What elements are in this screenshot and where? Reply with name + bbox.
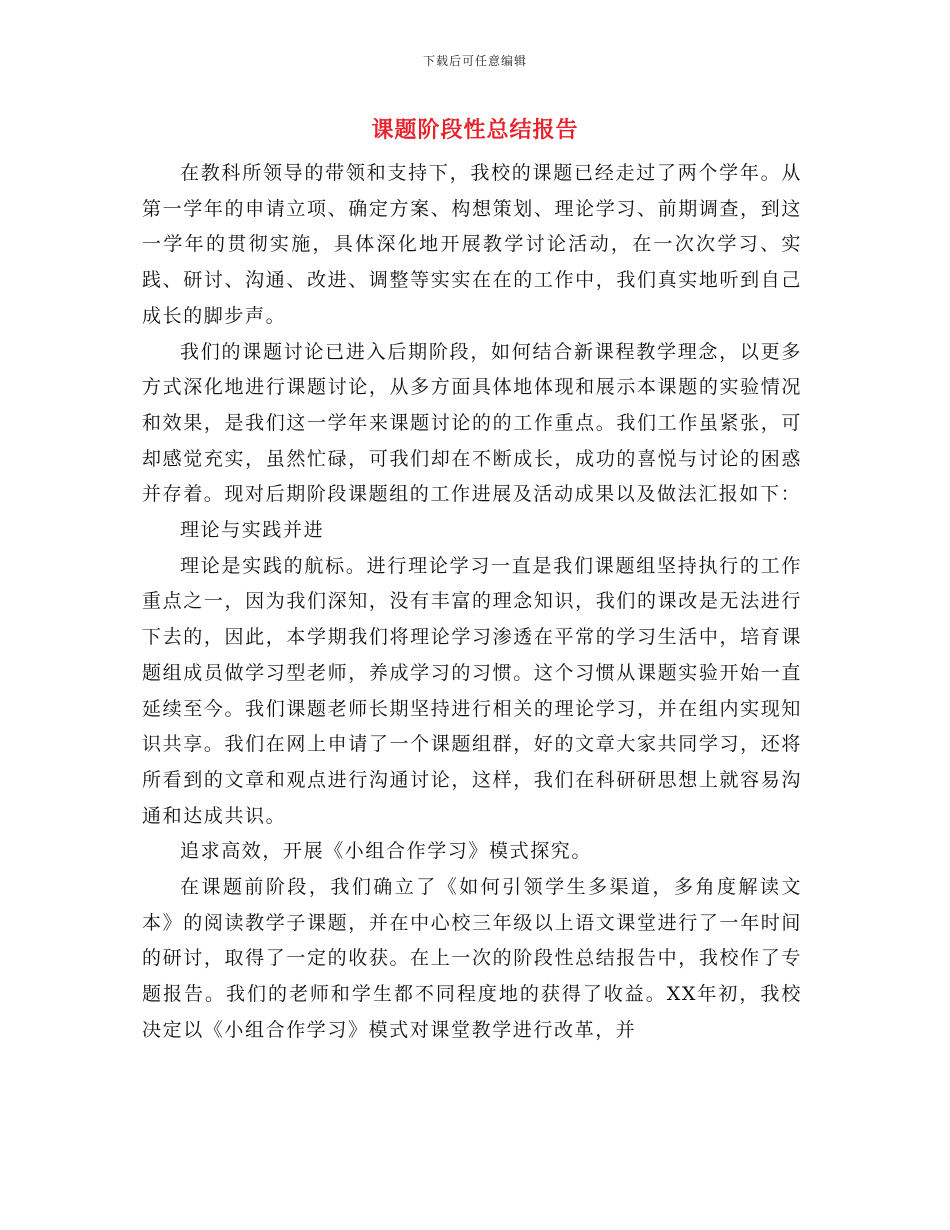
- document-title: 课题阶段性总结报告: [371, 117, 579, 143]
- paragraph-current-stage: 我们的课题讨论已进入后期阶段，如何结合新课程教学理念，以更多方式深化地进行课题讨论，从多方面具体地体现和展示本课题的实验情况和效果，是我们这一学年来课题讨论的的工作重点。我们工作虽紧张，可却感觉充实，虽然忙碌，可我们却在不断成长，成功的喜悦与讨论的困惑并存着。现对后期阶段课题组的工作进展及活动成果以及做法汇报如下：: [142, 340, 802, 506]
- paragraph-intro: 在教科所领导的带领和支持下，我校的课题已经走过了两个学年。从第一学年的申请立项、确定方案、构想策划、理论学习、前期调查，到这一学年的贯彻实施，具体深化地开展教学讨论活动，在一次次学习、实践、研讨、沟通、改进、调整等实实在在的工作中，我们真实地听到自己成长的脚步声。: [142, 162, 802, 327]
- document-body: [142, 156, 802, 1049]
- paragraph-earlier-stage: 在课题前阶段，我们确立了《如何引领学生多渠道，多角度解读文本》的阅读教学子课题，并在中心校三年级以上语文课堂进行了一年时间的研讨，取得了一定的收获。在上一次的阶段性总结报告中，我校作了专题报告。我们的老师和学生都不同程度地的获得了收益。XX年初，我校决定以《小组合作学习》模式对课堂教学进行改革，并: [142, 876, 802, 1041]
- page-header: 下载后可任意编辑: [422, 54, 527, 68]
- paragraph-theory-study: 理论是实践的航标。进行理论学习一直是我们课题组坚持执行的工作重点之一，因为我们深知，没有丰富的理念知识，我们的课改是无法进行下去的，因此，本学期我们将理论学习渗透在平常的学习生活中，培育课题组成员做学习型老师，养成学习的习惯。这个习惯从课题实验开始一直延续至今。我们课题老师长期坚持进行相关的理论学习，并在组内实现知识共享。我们在网上申请了一个课题组群，好的文章大家共同学习，还将所看到的文章和观点进行沟通讨论，这样，我们在科研研思想上就容易沟通和达成共识。: [142, 554, 802, 827]
- section-heading-theory-practice: 理论与实践并进: [180, 519, 325, 542]
- section-heading-group-learning: 追求高效，开展《小组合作学习》模式探究。: [180, 840, 593, 863]
